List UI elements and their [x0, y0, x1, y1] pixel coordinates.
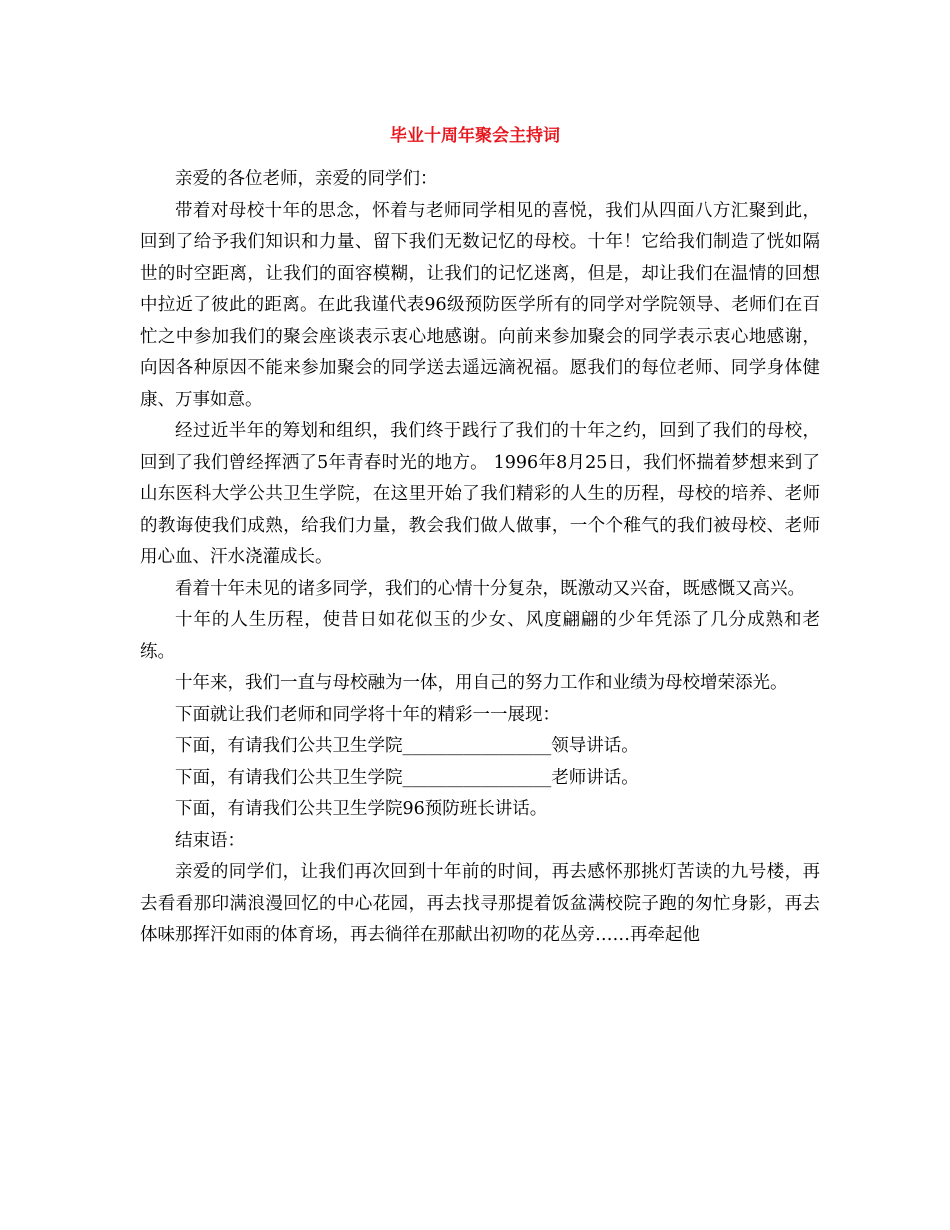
paragraph-closing: 亲爱的同学们，让我们再次回到十年前的时间，再去感怀那挑灯苦读的九号楼，再去看看那印满浪漫回忆的中心花园，再去找寻那提着饭盆满校院子跑的匆忙身影，再去体味那挥汗如雨的体育场，再去徜徉在那献出初吻的花丛旁……再牵起他	[140, 862, 820, 945]
paragraph-showcase: 下面就让我们老师和同学将十年的精彩一一展现：	[175, 704, 560, 725]
paragraph-teacher-speech: 下面，有请我们公共卫生学院_________________老师讲话。	[175, 767, 639, 788]
paragraph-closing-heading: 结束语：	[175, 830, 245, 851]
paragraph-history: 经过近半年的筹划和组织，我们终于践行了我们的十年之约，回到了我们的母校，回到了我们曾经挥洒了5年青春时光的地方。 1996年8月25日，我们怀揣着梦想来到了山东医科大学公共卫生学院，在这里开始了我们精彩的人生的历程，母校的培养、老师的教诲使我们成熟，给我们力量，教会我们做人做事，一个个稚气的我们被母校、老师用心血、汗水浇灌成长。	[140, 421, 820, 567]
paragraph-contribution: 十年来，我们一直与母校融为一体，用自己的努力工作和业绩为母校增荣添光。	[175, 673, 788, 693]
paragraph-leader-speech: 下面，有请我们公共卫生学院_________________领导讲话。	[175, 736, 639, 756]
paragraph-feelings: 看着十年未见的诸多同学，我们的心情十分复杂，既激动又兴奋，既感慨又高兴。	[175, 578, 805, 599]
document-title: 毕业十周年聚会主持词	[390, 126, 560, 146]
paragraph-welcome: 带着对母校十年的思念，怀着与老师同学相见的喜悦，我们从四面八方汇聚到此，回到了给予我们知识和力量、留下我们无数记忆的母校。十年！它给我们制造了恍如隔世的时空距离，让我们的面容模糊，让我们的记忆迷离，但是，却让我们在温情的回想中拉近了彼此的距离。在此我谨代表96级预防医学所有的同学对学院领导、老师们在百忙之中参加我们的聚会座谈表示衷心地感谢。向前来参加聚会的同学表示衷心地感谢，向因各种原因不能来参加聚会的同学送去遥远滴祝福。愿我们的每位老师、同学身体健康、万事如意。	[140, 200, 820, 410]
document-body	[140, 164, 820, 952]
paragraph-decade: 十年的人生历程，使昔日如花似玉的少女、风度翩翩的少年凭添了几分成熟和老练。	[140, 610, 820, 662]
paragraph-greeting: 亲爱的各位老师，亲爱的同学们：	[175, 169, 438, 189]
paragraph-monitor-speech: 下面，有请我们公共卫生学院96预防班长讲话。	[175, 799, 548, 819]
